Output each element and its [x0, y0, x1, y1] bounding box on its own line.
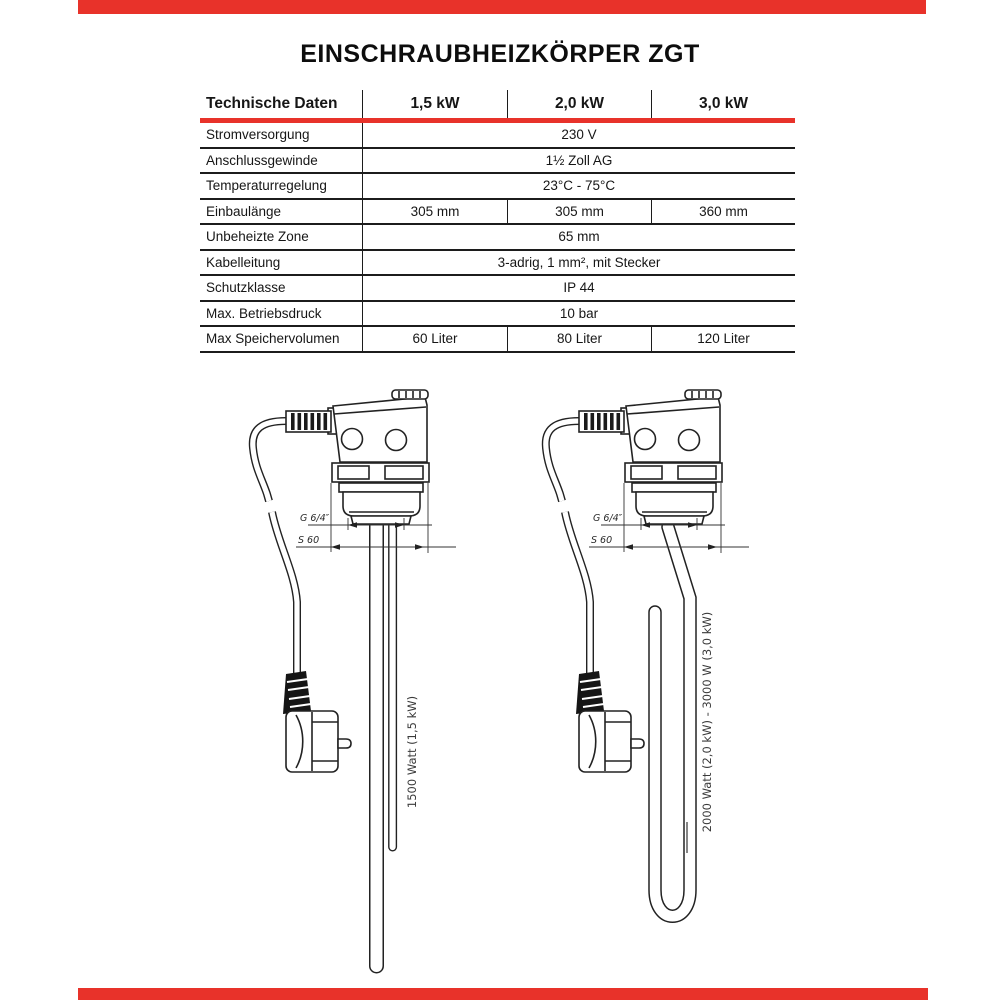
row-label: Einbaulänge [200, 200, 363, 224]
row-value: 65 mm [558, 229, 600, 245]
wrench-dimension-label: S 60 [298, 535, 320, 546]
row-value: 23°C - 75°C [542, 178, 616, 194]
power-rating-label: 1500 Watt (1,5 kW) [405, 695, 419, 809]
bottom-accent-bar [78, 988, 928, 1000]
row-value: 230 V [561, 127, 597, 143]
row-label: Temperaturregelung [200, 174, 363, 198]
diagram-heater-2000-3000w [546, 390, 749, 916]
row-value: 120 Liter [697, 331, 750, 347]
row-value: IP 44 [563, 280, 595, 296]
row-value: 305 mm [508, 200, 652, 224]
row-value: 3-adrig, 1 mm², mit Stecker [497, 254, 661, 270]
table-header-col-3: 3,0 kW [698, 95, 749, 112]
row-label: Schutzklasse [200, 276, 363, 300]
row-value: 360 mm [699, 203, 748, 219]
table-header-col-2: 2,0 kW [508, 90, 652, 118]
wrench-dimension-label: S 60 [591, 535, 613, 546]
diagram-heater-1500w [253, 390, 456, 966]
table-header-label: Technische Daten [200, 90, 363, 118]
row-value: 60 Liter [363, 327, 508, 351]
page-title: EINSCHRAUBHEIZKÖRPER ZGT [300, 40, 700, 68]
table-header-col-1: 1,5 kW [363, 90, 508, 118]
row-value: 10 bar [559, 305, 599, 321]
row-value: 80 Liter [508, 327, 652, 351]
row-label: Kabelleitung [200, 251, 363, 275]
row-value: 305 mm [363, 200, 508, 224]
row-label: Max Speichervolumen [200, 327, 363, 351]
row-label: Unbeheizte Zone [200, 225, 363, 249]
power-rating-label: 2000 Watt (2,0 kW) - 3000 W (3,0 kW) [700, 611, 714, 833]
row-label: Anschlussgewinde [200, 149, 363, 173]
row-value: 1½ Zoll AG [545, 152, 613, 168]
row-label: Stromversorgung [200, 123, 363, 147]
thread-dimension-label: G 6/4″ [593, 513, 623, 524]
thread-dimension-label: G 6/4″ [300, 513, 330, 524]
row-label: Max. Betriebsdruck [200, 302, 363, 326]
